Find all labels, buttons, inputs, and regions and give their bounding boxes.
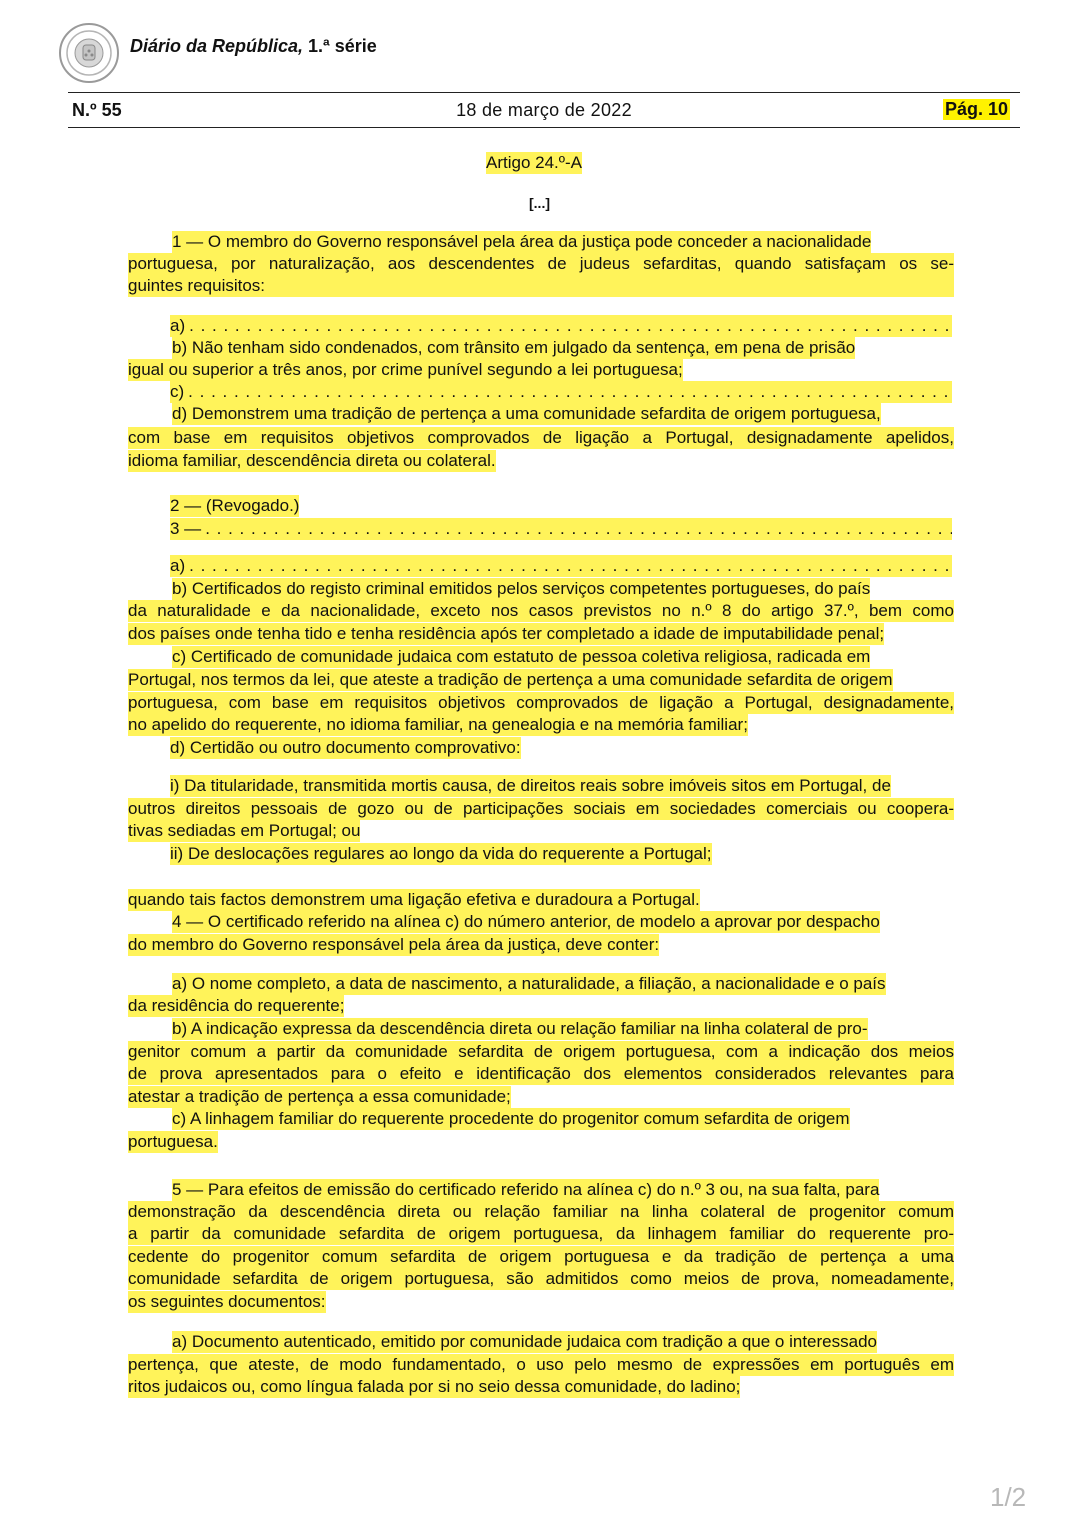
- body-line: b) A indicação expressa da descendência direta ou relação familiar na linha colateral de pro-: [172, 1019, 868, 1038]
- body-line: demonstração da descendência direta ou relação familiar na linha colateral de progenitor comum: [128, 1202, 954, 1221]
- item-label: a): [170, 316, 186, 335]
- body-line: comunidade sefardita de origem portuguesa, são admitidos como meios de prova, nomeadamente,: [128, 1269, 954, 1288]
- issue-number: N.º 55: [72, 100, 122, 120]
- body-line: da residência do requerente;: [128, 996, 345, 1015]
- republic-seal-icon: [58, 22, 120, 84]
- body-line: tivas sediadas em Portugal; ou: [128, 821, 361, 840]
- article-ellipsis: [...]: [529, 195, 550, 211]
- body-line: da naturalidade e da nacionalidade, exceto nos casos previstos no n.º 8 do artigo 37.º, bem como: [128, 601, 954, 620]
- body-line: a partir da comunidade sefardita de origem portuguesa, da linhagem familiar do requerente pro-: [128, 1224, 954, 1243]
- body-line: a) O nome completo, a data de nascimento, a naturalidade, a filiação, a nacionalidade e o país: [172, 974, 886, 993]
- body-line: c) A linhagem familiar do requerente procedente do progenitor comum sefardita de origem: [172, 1109, 850, 1128]
- omitted-item-line: [170, 518, 952, 540]
- dot-leader: [189, 315, 952, 337]
- dot-leader: [205, 518, 952, 540]
- body-line: ritos judaicos ou, como língua falada por si no seio dessa comunidade, do ladino;: [128, 1377, 741, 1396]
- body-line: quando tais factos demonstrem uma ligação efetiva e duradoura a Portugal.: [128, 890, 700, 909]
- body-line: b) Certificados do registo criminal emitidos pelos serviços competentes portugueses, do país: [172, 579, 871, 598]
- article-title: Artigo 24.º-A: [486, 153, 582, 172]
- item-label: a): [170, 556, 186, 575]
- body-line: Portugal, nos termos da lei, que ateste a tradição de pertença a uma comunidade sefardita de origem: [128, 670, 893, 689]
- body-line: idioma familiar, descendência direta ou colateral.: [128, 451, 496, 470]
- body-line: cedente do progenitor comum sefardita de origem portuguesa e da tradição de pertença a uma: [128, 1247, 954, 1266]
- body-line: atestar a tradição de pertença a essa comunidade;: [128, 1087, 511, 1106]
- dot-leader: [189, 555, 952, 577]
- body-line: portuguesa.: [128, 1132, 218, 1151]
- body-line: d) Demonstrem uma tradição de pertença a uma comunidade sefardita de origem portuguesa,: [172, 404, 881, 423]
- body-line: 5 — Para efeitos de emissão do certificado referido na alínea c) do n.º 3 ou, na sua falta, para: [172, 1180, 880, 1199]
- item-label: 3 —: [170, 519, 202, 538]
- body-line: d) Certidão ou outro documento comprovativo:: [170, 738, 521, 757]
- body-line: 2 — (Revogado.): [170, 496, 300, 515]
- body-line: ii) De deslocações regulares ao longo da vida do requerente a Portugal;: [170, 844, 712, 863]
- body-line: pertença, que ateste, de modo fundamentado, o uso pelo mesmo de expressões em português em: [128, 1355, 954, 1374]
- body-line: guintes requisitos:: [128, 275, 954, 297]
- item-label: c): [170, 382, 185, 401]
- body-line: a) Documento autenticado, emitido por comunidade judaica com tradição a que o interessado: [172, 1332, 877, 1351]
- omitted-item-line: [170, 315, 952, 337]
- body-line: os seguintes documentos:: [128, 1292, 326, 1311]
- body-line: portuguesa, por naturalização, aos descendentes de judeus sefarditas, quando satisfaçam os se-: [128, 254, 954, 273]
- body-line: do membro do Governo responsável pela área da justiça, deve conter:: [128, 935, 660, 954]
- header-bottom-rule: [68, 127, 1020, 128]
- header-top-rule: [68, 92, 1020, 93]
- body-line: igual ou superior a três anos, por crime punível segundo a lei portuguesa;: [128, 360, 683, 379]
- body-line: i) Da titularidade, transmitida mortis causa, de direitos reais sobre imóveis sitos em Portugal, de: [170, 776, 891, 795]
- body-line: portuguesa, com base em requisitos objetivos comprovados de ligação a Portugal, designadamente,: [128, 693, 954, 712]
- issue-date: 18 de março de 2022: [456, 100, 632, 120]
- page-indicator: 1/2: [990, 1482, 1027, 1512]
- journal-series: 1.ª série: [303, 36, 377, 56]
- body-line: no apelido do requerente, no idioma familiar, na genealogia e na memória familiar;: [128, 715, 748, 734]
- body-line: 1 — O membro do Governo responsável pela área da justiça pode conceder a nacionalidade: [172, 232, 872, 251]
- omitted-item-line: [170, 555, 952, 577]
- journal-name: Diário da República,: [130, 36, 304, 56]
- body-line: de prova apresentados para o efeito e identificação dos elementos considerados relevantes para: [128, 1064, 954, 1083]
- body-line: genitor comum a partir da comunidade sefardita de origem portuguesa, com a indicação dos meios: [128, 1042, 954, 1061]
- omitted-item-line: [170, 381, 952, 403]
- body-line: b) Não tenham sido condenados, com trânsito em julgado da sentença, em pena de prisão: [172, 338, 856, 357]
- dot-leader: [188, 381, 952, 403]
- body-line: 4 — O certificado referido na alínea c) do número anterior, de modelo a aprovar por despacho: [172, 912, 880, 931]
- body-line: outros direitos pessoais de gozo ou de participações sociais em sociedades comerciais ou coopera-: [128, 799, 954, 818]
- body-line: dos países onde tenha tido e tenha residência após ter completado a idade de imputabilidade penal;: [128, 624, 885, 643]
- page-number: Pág. 10: [944, 99, 1008, 119]
- body-line: c) Certificado de comunidade judaica com estatuto de pessoa coletiva religiosa, radicada em: [172, 647, 871, 666]
- journal-title: [130, 36, 377, 57]
- header-row: [68, 100, 1020, 126]
- body-line: com base em requisitos objetivos comprovados de ligação a Portugal, designadamente apelidos,: [128, 428, 954, 447]
